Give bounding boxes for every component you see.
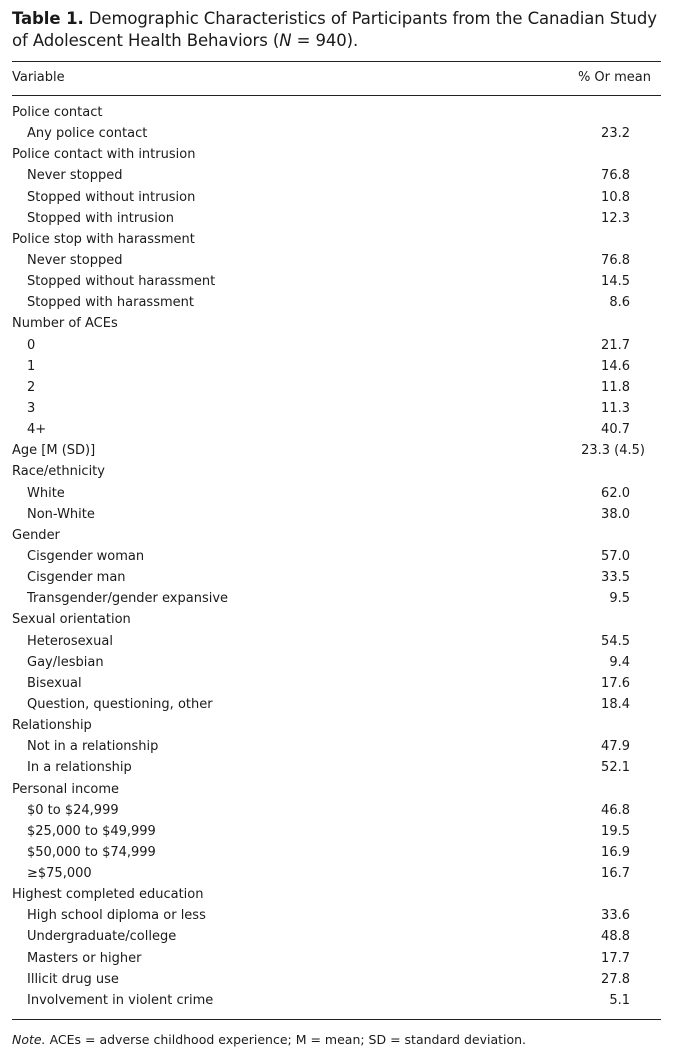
- table-row: [12, 673, 661, 694]
- row-label: 1: [27, 358, 36, 374]
- table-row: [12, 440, 661, 461]
- row-value: 14.6: [601, 358, 630, 374]
- table-row: [12, 483, 661, 504]
- row-label: Stopped with intrusion: [27, 210, 175, 226]
- table-body: [12, 102, 661, 1011]
- row-label: Police stop with harassment: [12, 231, 195, 247]
- note-label: Note.: [12, 1032, 46, 1047]
- row-label: Non-White: [27, 506, 95, 522]
- row-value: 38.0: [601, 506, 630, 522]
- row-label: Heterosexual: [27, 633, 113, 649]
- row-value: 40.7: [601, 422, 630, 438]
- table-group-row: [12, 102, 661, 123]
- row-label: Race/ethnicity: [12, 464, 105, 480]
- table-row: [12, 567, 661, 588]
- row-label: Relationship: [12, 718, 92, 734]
- row-label: $25,000 to $49,999: [27, 823, 156, 839]
- row-label: Highest completed education: [12, 887, 204, 903]
- table-group-row: [12, 609, 661, 630]
- table-caption: [12, 8, 662, 52]
- row-label: ≥$75,000: [27, 866, 92, 882]
- table-row: [12, 250, 661, 271]
- caption-n-value: = 940).: [291, 31, 359, 50]
- table-label: Table 1.: [12, 9, 84, 28]
- table-note: [12, 1031, 526, 1049]
- table-row: [12, 208, 661, 229]
- row-value: 21.7: [601, 337, 630, 353]
- row-value: 23.3 (4.5): [581, 443, 645, 459]
- row-label: 4+: [27, 422, 47, 438]
- row-label: Age [M (SD)]: [12, 443, 96, 459]
- row-value: 27.8: [601, 971, 630, 987]
- table-group-row: [12, 525, 661, 546]
- row-value: 9.4: [609, 654, 630, 670]
- row-label: Transgender/gender expansive: [27, 591, 229, 607]
- table-row: [12, 863, 661, 884]
- row-value: 17.7: [601, 950, 630, 966]
- row-value: 52.1: [601, 760, 630, 776]
- row-label: $50,000 to $74,999: [27, 844, 156, 860]
- table-row: [12, 736, 661, 757]
- table-row: [12, 335, 661, 356]
- row-value: 47.9: [601, 739, 630, 755]
- row-value: 16.7: [601, 866, 630, 882]
- table-group-row: [12, 229, 661, 250]
- row-value: 19.5: [601, 823, 630, 839]
- row-label: Illicit drug use: [27, 971, 119, 987]
- row-label: White: [27, 485, 65, 501]
- table-row: [12, 821, 661, 842]
- table-row: [12, 926, 661, 947]
- row-label: Any police contact: [27, 126, 148, 142]
- row-value: 10.8: [601, 189, 630, 205]
- row-label: Police contact: [12, 105, 103, 120]
- row-value: 33.6: [601, 908, 630, 924]
- table-row: [12, 123, 661, 144]
- row-label: Never stopped: [27, 252, 123, 268]
- row-value: 76.8: [601, 168, 630, 184]
- header-variable: Variable: [12, 70, 65, 85]
- caption-text: Demographic Characteristics of Participants from the Canadian Study of Adolescent Health Behaviors (: [12, 9, 657, 50]
- row-label: High school diploma or less: [27, 908, 206, 924]
- table-row: [12, 842, 661, 863]
- table-row: [12, 271, 661, 292]
- row-value: 16.9: [601, 844, 630, 860]
- table-row: [12, 652, 661, 673]
- table-row: [12, 377, 661, 398]
- table-row: [12, 948, 661, 969]
- table-row: [12, 165, 661, 186]
- row-value: 14.5: [601, 274, 630, 290]
- row-label: Stopped without harassment: [27, 274, 216, 290]
- table-group-row: [12, 144, 661, 165]
- table-row: [12, 694, 661, 715]
- row-value: 11.3: [601, 400, 630, 416]
- caption-n-symbol: N: [279, 31, 292, 50]
- top-rule: [12, 61, 661, 62]
- row-label: Gay/lesbian: [27, 654, 104, 670]
- row-label: Masters or higher: [27, 950, 142, 966]
- table-group-row: [12, 313, 661, 334]
- row-label: Cisgender woman: [27, 548, 145, 564]
- table-row: [12, 990, 661, 1011]
- table-row: [12, 588, 661, 609]
- row-label: 0: [27, 337, 36, 353]
- row-value: 8.6: [609, 295, 630, 311]
- row-label: Not in a relationship: [27, 739, 159, 755]
- row-label: Bisexual: [27, 675, 82, 691]
- table-row: [12, 398, 661, 419]
- row-value: 18.4: [601, 696, 630, 712]
- row-value: 48.8: [601, 929, 630, 945]
- row-value: 46.8: [601, 802, 630, 818]
- row-value: 54.5: [601, 633, 630, 649]
- row-label: Stopped without intrusion: [27, 189, 196, 205]
- row-label: Question, questioning, other: [27, 696, 213, 712]
- header-rule: [12, 95, 661, 96]
- table-row: [12, 631, 661, 652]
- table-row: [12, 187, 661, 208]
- row-label: Police contact with intrusion: [12, 147, 196, 163]
- row-label: Personal income: [12, 781, 120, 797]
- row-label: Never stopped: [27, 168, 123, 184]
- note-text: ACEs = adverse childhood experience; M = mean; SD = standard deviation.: [49, 1032, 527, 1047]
- table-row: [12, 800, 661, 821]
- row-label: Involvement in violent crime: [27, 992, 214, 1008]
- table-row: [12, 419, 661, 440]
- table-row: [12, 546, 661, 567]
- row-value: 17.6: [601, 675, 630, 691]
- row-value: 57.0: [601, 548, 630, 564]
- table-group-row: [12, 461, 661, 482]
- row-value: 12.3: [601, 210, 630, 226]
- table-row: [12, 504, 661, 525]
- row-value: 76.8: [601, 252, 630, 268]
- row-label: 2: [27, 379, 36, 395]
- header-value: % Or mean: [577, 70, 651, 85]
- table-row: [12, 905, 661, 926]
- row-label: Stopped with harassment: [27, 295, 194, 311]
- row-label: Number of ACEs: [12, 316, 118, 332]
- table-row: [12, 292, 661, 313]
- row-label: Gender: [12, 527, 60, 543]
- table-row: [12, 356, 661, 377]
- row-label: 3: [27, 400, 36, 416]
- row-label: Sexual orientation: [12, 612, 131, 628]
- row-value: 9.5: [609, 591, 630, 607]
- table-group-row: [12, 715, 661, 736]
- table-row: [12, 757, 661, 778]
- row-value: 11.8: [601, 379, 630, 395]
- row-label: Cisgender man: [27, 570, 126, 586]
- row-label: In a relationship: [27, 760, 132, 776]
- bottom-rule: [12, 1019, 661, 1020]
- table-group-row: [12, 779, 661, 800]
- row-label: Undergraduate/college: [27, 929, 177, 945]
- row-value: 5.1: [609, 992, 630, 1008]
- row-value: 62.0: [601, 485, 630, 501]
- table-row: [12, 969, 661, 990]
- row-value: 23.2: [601, 126, 630, 142]
- row-value: 33.5: [601, 570, 630, 586]
- table-group-row: [12, 884, 661, 905]
- row-label: $0 to $24,999: [27, 802, 119, 818]
